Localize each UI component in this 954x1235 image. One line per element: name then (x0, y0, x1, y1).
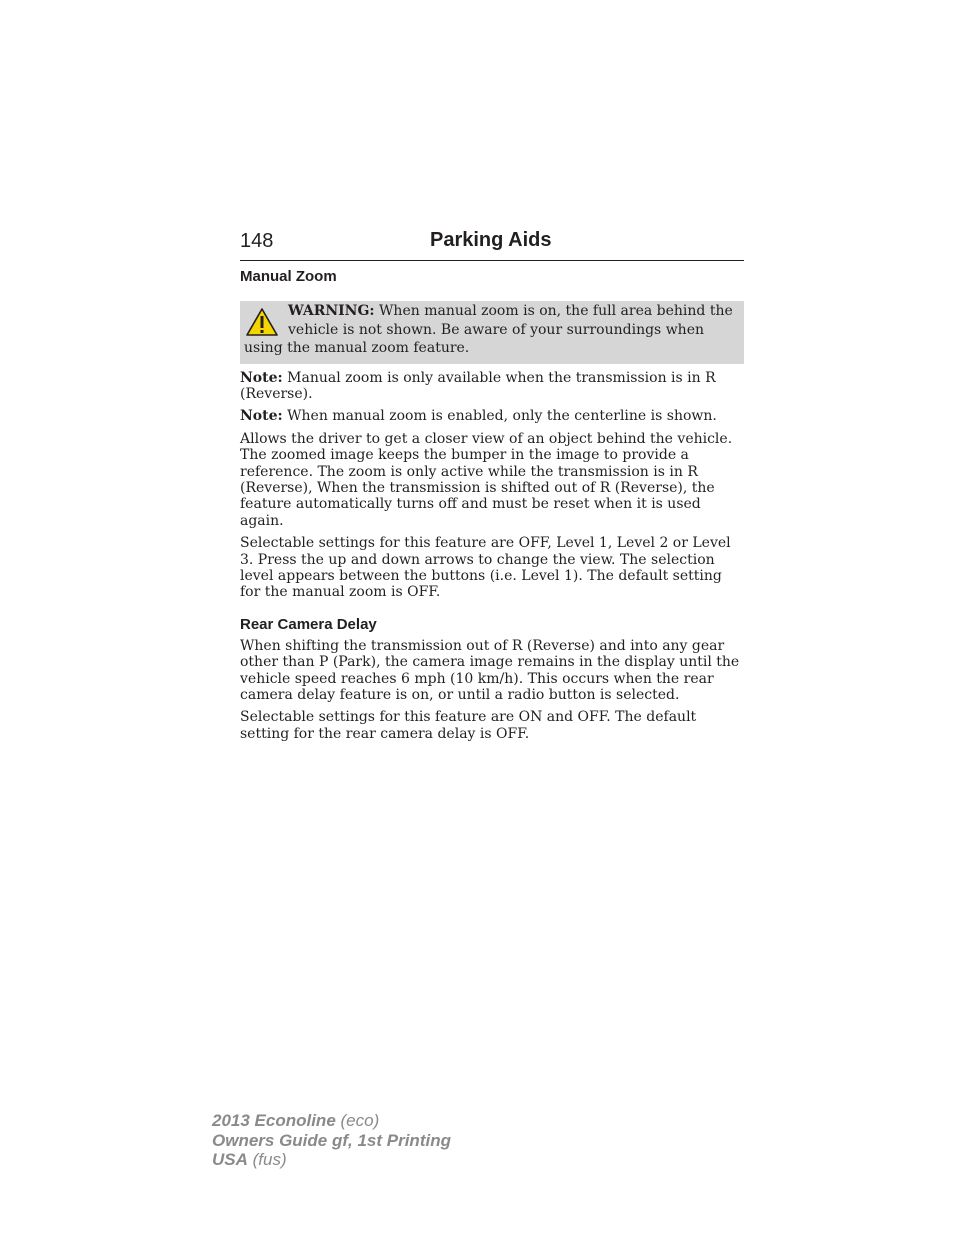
footer-region-code: (fus) (247, 1150, 287, 1169)
paragraph: Selectable settings for this feature are OFF, Level 1, Level 2 or Level 3. Press the up and down arrows to change the view. The selection level appears between the buttons (i.e. Level 1). The default setting for the manual zoom is OFF. (240, 535, 731, 601)
paragraph: When shifting the transmission out of R (Reverse) and into any gear other than P (Park), the camera image remains in the display until the vehicle speed reaches 6 mph (10 km/h). This occurs when the rear camera delay feature is on, or until a radio button is selected. (240, 637, 740, 703)
chapter-title: Parking Aids (430, 229, 552, 251)
section-title-manual-zoom: Manual Zoom (240, 268, 337, 285)
footer-guide: Owners Guide gf, 1st Printing (212, 1130, 451, 1150)
warning-box (240, 301, 744, 364)
footer-model-code: (eco) (335, 1111, 380, 1130)
warning-triangle-icon (245, 307, 279, 337)
warning-label: WARNING: (288, 303, 375, 319)
note-label: Note: (240, 408, 283, 425)
footer-model: 2013 Econoline (212, 1111, 336, 1130)
page-header (240, 228, 744, 261)
section-title-rear-camera-delay: Rear Camera Delay (240, 615, 377, 633)
page-content (240, 267, 744, 742)
note-2 (240, 408, 744, 424)
page-footer (212, 1111, 451, 1170)
note-text: When manual zoom is enabled, only the centerline is shown. (282, 408, 717, 425)
page-number: 148 (240, 230, 274, 252)
footer-line (212, 1111, 451, 1131)
note-1 (240, 370, 744, 403)
warning-text: When manual zoom is on, the full area behind the vehicle is not shown. Be aware of your surroundings when using the manual zoom feature. (244, 303, 733, 356)
note-label: Note: (240, 369, 283, 386)
footer-line (212, 1150, 451, 1170)
paragraph: Allows the driver to get a closer view of an object behind the vehicle. The zoomed image keeps the bumper in the image to provide a reference. The zoom is only active while the transmission is in R (Reverse), When the transmission is shifted out of R (Reverse), the feature automatically turns off and must be reset when it is used again. (240, 430, 733, 529)
footer-region: USA (212, 1150, 248, 1169)
note-text: Manual zoom is only available when the transmission is in R (Reverse). (240, 369, 716, 402)
paragraph: Selectable settings for this feature are ON and OFF. The default setting for the rear camera delay is OFF. (240, 709, 697, 742)
footer-line (212, 1131, 451, 1151)
